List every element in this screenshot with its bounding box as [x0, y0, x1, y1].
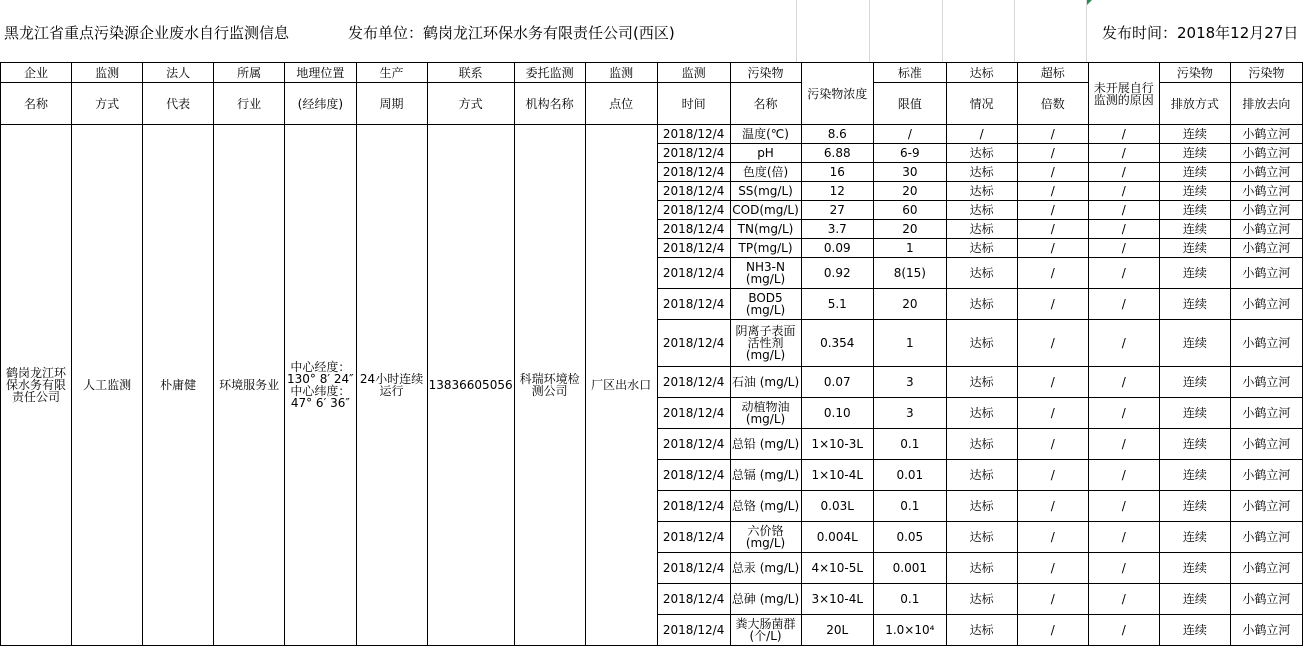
header-cell: 达标 [946, 63, 1017, 83]
discharge-mode: 连续 [1159, 201, 1230, 220]
monitoring-point: 厂区出水口 [585, 125, 657, 646]
pollutant-name: BOD5 (mg/L) [730, 289, 801, 320]
title-cell-empty [870, 0, 943, 62]
compliance-status: 达标 [946, 584, 1017, 615]
standard-limit: 0.1 [874, 429, 947, 460]
exceed-multiple: / [1017, 239, 1088, 258]
header-cell: 方式 [427, 83, 514, 125]
standard-limit: 3 [874, 367, 947, 398]
exceed-multiple: / [1017, 144, 1088, 163]
standard-limit: 6-9 [874, 144, 947, 163]
no-self-monitoring-reason: / [1088, 144, 1159, 163]
exceed-multiple: / [1017, 182, 1088, 201]
discharge-destination: 小鹤立河 [1230, 584, 1302, 615]
legal-representative: 朴庸健 [143, 125, 214, 646]
publisher-label: 发布单位：鹤岗龙江环保水务有限责任公司(西区) [348, 24, 675, 42]
standard-limit: 8(15) [874, 258, 947, 289]
pollutant-concentration: 0.07 [801, 367, 874, 398]
discharge-destination: 小鹤立河 [1230, 367, 1302, 398]
pollutant-name: 阴离子表面活性剂 (mg/L) [730, 320, 801, 367]
no-self-monitoring-reason: / [1088, 584, 1159, 615]
exceed-multiple: / [1017, 615, 1088, 646]
no-self-monitoring-reason: / [1088, 163, 1159, 182]
standard-limit: 20 [874, 220, 947, 239]
discharge-mode: 连续 [1159, 460, 1230, 491]
monitoring-date: 2018/12/4 [657, 289, 730, 320]
monitoring-agency: 科瑞环境检测公司 [514, 125, 585, 646]
standard-limit: / [874, 125, 947, 144]
pollutant-name: 石油 (mg/L) [730, 367, 801, 398]
monitoring-date: 2018/12/4 [657, 144, 730, 163]
pollutant-name: 动植物油 (mg/L) [730, 398, 801, 429]
monitoring-date: 2018/12/4 [657, 367, 730, 398]
discharge-mode: 连续 [1159, 553, 1230, 584]
header-cell: 委托监测 [514, 63, 585, 83]
pollutant-name: TN(mg/L) [730, 220, 801, 239]
monitoring-date: 2018/12/4 [657, 239, 730, 258]
monitoring-date: 2018/12/4 [657, 201, 730, 220]
discharge-mode: 连续 [1159, 125, 1230, 144]
pollutant-concentration: 0.03L [801, 491, 874, 522]
header-cell: 名称 [730, 83, 801, 125]
standard-limit: 20 [874, 182, 947, 201]
contact-number: 13836605056 [427, 125, 514, 646]
exceed-multiple: / [1017, 460, 1088, 491]
header-cell: 方式 [72, 83, 143, 125]
exceed-multiple: / [1017, 429, 1088, 460]
pollutant-name: 色度(倍) [730, 163, 801, 182]
pollutant-concentration: 0.004L [801, 522, 874, 553]
no-self-monitoring-reason: / [1088, 615, 1159, 646]
location-coordinates: 中心经度：130° 8′ 24″ 中心纬度：47° 6′ 36″ [285, 125, 356, 646]
header-cell: 污染物 [730, 63, 801, 83]
pollutant-concentration: 8.6 [801, 125, 874, 144]
header-cell: 联系 [427, 63, 514, 83]
header-cell: 机构名称 [514, 83, 585, 125]
standard-limit: 3 [874, 398, 947, 429]
discharge-destination: 小鹤立河 [1230, 289, 1302, 320]
exceed-multiple: / [1017, 522, 1088, 553]
compliance-status: 达标 [946, 429, 1017, 460]
compliance-status: / [946, 125, 1017, 144]
monitoring-date: 2018/12/4 [657, 258, 730, 289]
exceed-multiple: / [1017, 491, 1088, 522]
header-cell: 标准 [874, 63, 947, 83]
pollutant-concentration: 20L [801, 615, 874, 646]
discharge-destination: 小鹤立河 [1230, 429, 1302, 460]
no-self-monitoring-reason: / [1088, 320, 1159, 367]
header-cell: 代表 [143, 83, 214, 125]
pollutant-concentration: 0.10 [801, 398, 874, 429]
no-self-monitoring-reason: / [1088, 182, 1159, 201]
discharge-mode: 连续 [1159, 615, 1230, 646]
exceed-multiple: / [1017, 163, 1088, 182]
no-self-monitoring-reason: / [1088, 220, 1159, 239]
header-cell: 超标 [1017, 63, 1088, 83]
discharge-destination: 小鹤立河 [1230, 491, 1302, 522]
discharge-mode: 连续 [1159, 491, 1230, 522]
header-cell: 时间 [657, 83, 730, 125]
discharge-mode: 连续 [1159, 320, 1230, 367]
discharge-destination: 小鹤立河 [1230, 615, 1302, 646]
pollutant-name: 总砷 (mg/L) [730, 584, 801, 615]
exceed-multiple: / [1017, 220, 1088, 239]
monitoring-date: 2018/12/4 [657, 553, 730, 584]
header-cell: 倍数 [1017, 83, 1088, 125]
discharge-mode: 连续 [1159, 182, 1230, 201]
pollutant-concentration: 3.7 [801, 220, 874, 239]
monitoring-date: 2018/12/4 [657, 522, 730, 553]
exceed-multiple: / [1017, 553, 1088, 584]
compliance-status: 达标 [946, 398, 1017, 429]
header-cell: 限值 [874, 83, 947, 125]
standard-limit: 1 [874, 320, 947, 367]
production-cycle: 24小时连续运行 [356, 125, 427, 646]
no-self-monitoring-reason: / [1088, 239, 1159, 258]
no-self-monitoring-reason: / [1088, 125, 1159, 144]
discharge-destination: 小鹤立河 [1230, 320, 1302, 367]
pollutant-concentration: 0.92 [801, 258, 874, 289]
monitoring-date: 2018/12/4 [657, 584, 730, 615]
header-cell: (经纬度) [285, 83, 356, 125]
monitoring-date: 2018/12/4 [657, 491, 730, 522]
page-title: 黑龙江省重点污染源企业废水自行监测信息 [4, 24, 290, 42]
header-cell: 所属 [214, 63, 285, 83]
pollutant-name: pH [730, 144, 801, 163]
header-cell: 点位 [585, 83, 657, 125]
header-cell: 监测 [657, 63, 730, 83]
header-cell: 未开展自行监测的原因 [1088, 63, 1159, 125]
compliance-status: 达标 [946, 367, 1017, 398]
pollutant-name: 总铬 (mg/L) [730, 491, 801, 522]
compliance-status: 达标 [946, 201, 1017, 220]
header-cell: 监测 [585, 63, 657, 83]
pollutant-concentration: 0.354 [801, 320, 874, 367]
header-cell: 污染物浓度 [801, 63, 874, 125]
pollutant-name: 六价铬 (mg/L) [730, 522, 801, 553]
monitoring-method: 人工监测 [72, 125, 143, 646]
pollutant-concentration: 5.1 [801, 289, 874, 320]
header-cell: 情况 [946, 83, 1017, 125]
industry: 环境服务业 [214, 125, 285, 646]
discharge-mode: 连续 [1159, 258, 1230, 289]
pollutant-name: 总铅 (mg/L) [730, 429, 801, 460]
discharge-destination: 小鹤立河 [1230, 258, 1302, 289]
monitoring-date: 2018/12/4 [657, 182, 730, 201]
pollutant-concentration: 1×10-3L [801, 429, 874, 460]
compliance-status: 达标 [946, 144, 1017, 163]
header-cell: 污染物 [1159, 63, 1230, 83]
pollutant-name: SS(mg/L) [730, 182, 801, 201]
discharge-mode: 连续 [1159, 367, 1230, 398]
compliance-status: 达标 [946, 289, 1017, 320]
discharge-mode: 连续 [1159, 239, 1230, 258]
header-cell: 行业 [214, 83, 285, 125]
compliance-status: 达标 [946, 163, 1017, 182]
discharge-destination: 小鹤立河 [1230, 182, 1302, 201]
standard-limit: 20 [874, 289, 947, 320]
monitoring-date: 2018/12/4 [657, 125, 730, 144]
no-self-monitoring-reason: / [1088, 289, 1159, 320]
header-cell: 监测 [72, 63, 143, 83]
pollutant-name: 粪大肠菌群 (个/L) [730, 615, 801, 646]
standard-limit: 0.05 [874, 522, 947, 553]
compliance-status: 达标 [946, 220, 1017, 239]
header-cell: 名称 [1, 83, 72, 125]
header-cell: 生产 [356, 63, 427, 83]
pollutant-concentration: 4×10-5L [801, 553, 874, 584]
standard-limit: 0.001 [874, 553, 947, 584]
table-row [1, 125, 1303, 144]
pollutant-concentration: 12 [801, 182, 874, 201]
exceed-multiple: / [1017, 289, 1088, 320]
discharge-destination: 小鹤立河 [1230, 522, 1302, 553]
compliance-status: 达标 [946, 522, 1017, 553]
exceed-multiple: / [1017, 584, 1088, 615]
pollutant-concentration: 16 [801, 163, 874, 182]
pollutant-name: TP(mg/L) [730, 239, 801, 258]
pollutant-concentration: 27 [801, 201, 874, 220]
no-self-monitoring-reason: / [1088, 553, 1159, 584]
discharge-destination: 小鹤立河 [1230, 201, 1302, 220]
standard-limit: 60 [874, 201, 947, 220]
pollutant-name: 总汞 (mg/L) [730, 553, 801, 584]
discharge-destination: 小鹤立河 [1230, 398, 1302, 429]
no-self-monitoring-reason: / [1088, 398, 1159, 429]
discharge-destination: 小鹤立河 [1230, 144, 1302, 163]
compliance-status: 达标 [946, 258, 1017, 289]
discharge-destination: 小鹤立河 [1230, 125, 1302, 144]
no-self-monitoring-reason: / [1088, 258, 1159, 289]
pollutant-concentration: 6.88 [801, 144, 874, 163]
compliance-status: 达标 [946, 553, 1017, 584]
exceed-multiple: / [1017, 258, 1088, 289]
header-row-1 [1, 63, 1303, 83]
discharge-destination: 小鹤立河 [1230, 553, 1302, 584]
pollutant-concentration: 0.09 [801, 239, 874, 258]
standard-limit: 1.0×10⁴ [874, 615, 947, 646]
header-cell: 污染物 [1230, 63, 1302, 83]
exceed-multiple: / [1017, 201, 1088, 220]
monitoring-table [0, 62, 1303, 646]
discharge-destination: 小鹤立河 [1230, 220, 1302, 239]
title-bar [0, 0, 1303, 62]
compliance-status: 达标 [946, 460, 1017, 491]
pollutant-name: 温度(℃) [730, 125, 801, 144]
monitoring-date: 2018/12/4 [657, 320, 730, 367]
standard-limit: 1 [874, 239, 947, 258]
discharge-mode: 连续 [1159, 429, 1230, 460]
discharge-mode: 连续 [1159, 220, 1230, 239]
pollutant-name: COD(mg/L) [730, 201, 801, 220]
publish-date: 发布时间：2018年12月27日 [1102, 24, 1299, 42]
exceed-multiple: / [1017, 320, 1088, 367]
company-name: 鹤岗龙江环保水务有限责任公司 [1, 125, 72, 646]
monitoring-date: 2018/12/4 [657, 220, 730, 239]
discharge-destination: 小鹤立河 [1230, 460, 1302, 491]
compliance-status: 达标 [946, 182, 1017, 201]
monitoring-date: 2018/12/4 [657, 163, 730, 182]
pollutant-name: NH3-N (mg/L) [730, 258, 801, 289]
standard-limit: 0.1 [874, 491, 947, 522]
discharge-mode: 连续 [1159, 163, 1230, 182]
no-self-monitoring-reason: / [1088, 367, 1159, 398]
discharge-mode: 连续 [1159, 584, 1230, 615]
no-self-monitoring-reason: / [1088, 491, 1159, 522]
pollutant-concentration: 1×10-4L [801, 460, 874, 491]
header-cell: 法人 [143, 63, 214, 83]
monitoring-date: 2018/12/4 [657, 615, 730, 646]
discharge-destination: 小鹤立河 [1230, 239, 1302, 258]
exceed-multiple: / [1017, 367, 1088, 398]
title-cell-empty [943, 0, 1015, 62]
title-cell-empty [797, 0, 870, 62]
compliance-status: 达标 [946, 239, 1017, 258]
monitoring-date: 2018/12/4 [657, 429, 730, 460]
header-cell: 周期 [356, 83, 427, 125]
exceed-multiple: / [1017, 398, 1088, 429]
exceed-multiple: / [1017, 125, 1088, 144]
discharge-mode: 连续 [1159, 398, 1230, 429]
no-self-monitoring-reason: / [1088, 201, 1159, 220]
header-cell: 排放去向 [1230, 83, 1302, 125]
discharge-mode: 连续 [1159, 144, 1230, 163]
no-self-monitoring-reason: / [1088, 460, 1159, 491]
discharge-destination: 小鹤立河 [1230, 163, 1302, 182]
standard-limit: 0.01 [874, 460, 947, 491]
no-self-monitoring-reason: / [1088, 522, 1159, 553]
header-cell: 地理位置 [285, 63, 356, 83]
no-self-monitoring-reason: / [1088, 429, 1159, 460]
discharge-mode: 连续 [1159, 522, 1230, 553]
monitoring-date: 2018/12/4 [657, 398, 730, 429]
monitoring-date: 2018/12/4 [657, 460, 730, 491]
header-cell: 企业 [1, 63, 72, 83]
header-cell: 排放方式 [1159, 83, 1230, 125]
title-cell-empty [1015, 0, 1087, 62]
pollutant-concentration: 3×10-4L [801, 584, 874, 615]
standard-limit: 30 [874, 163, 947, 182]
standard-limit: 0.1 [874, 584, 947, 615]
cell-comment-marker [1087, 0, 1092, 5]
pollutant-name: 总镉 (mg/L) [730, 460, 801, 491]
table-body [1, 63, 1303, 646]
discharge-mode: 连续 [1159, 289, 1230, 320]
compliance-status: 达标 [946, 615, 1017, 646]
compliance-status: 达标 [946, 491, 1017, 522]
compliance-status: 达标 [946, 320, 1017, 367]
